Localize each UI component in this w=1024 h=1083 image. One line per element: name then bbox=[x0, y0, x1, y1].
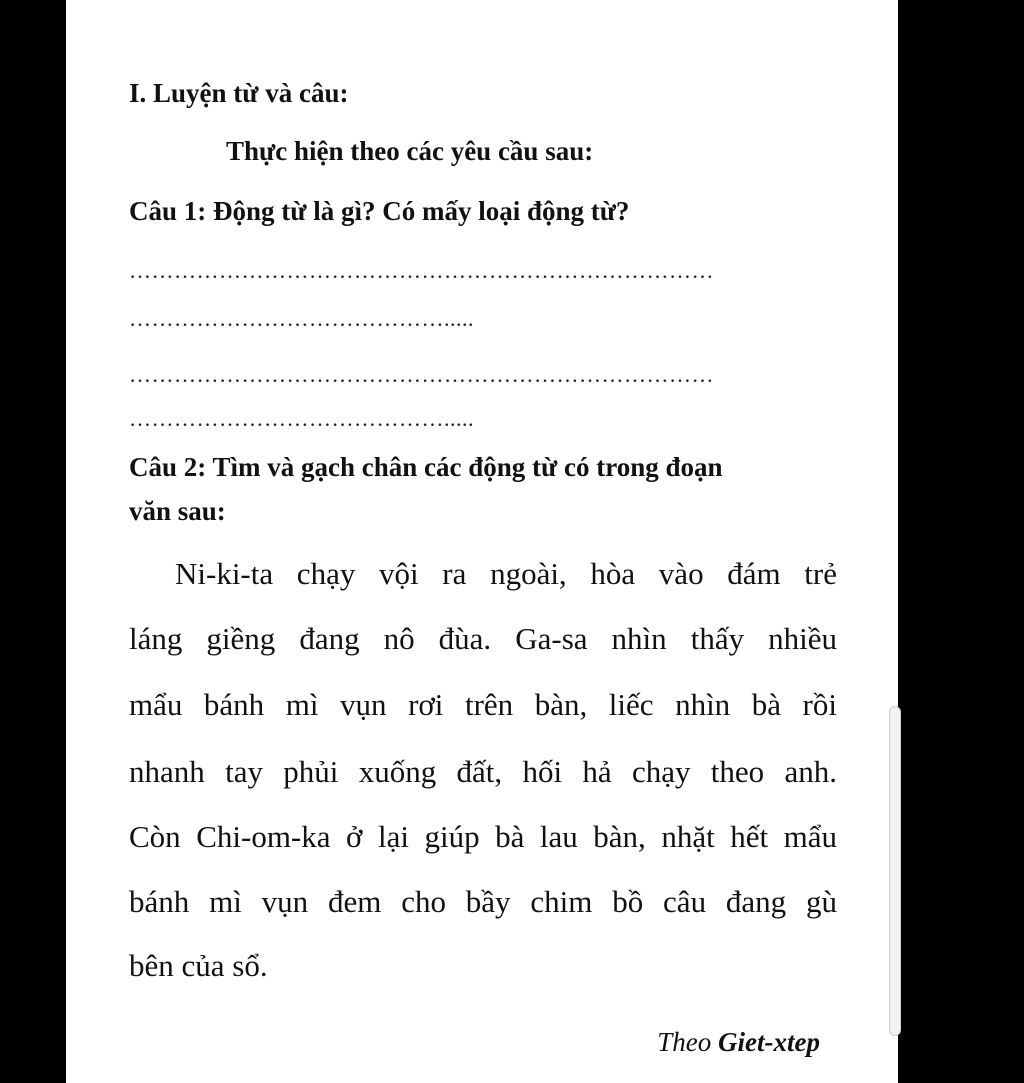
question-2-line-1: Câu 2: Tìm và gạch chân các động từ có trong đoạn bbox=[129, 452, 723, 482]
section-heading: I. Luyện từ và câu: bbox=[129, 78, 349, 108]
scrollbar-handle[interactable] bbox=[889, 706, 901, 1036]
passage-line-4 bbox=[129, 754, 837, 790]
answer-line-4: ……………………………………..... bbox=[129, 406, 474, 431]
document-page bbox=[66, 0, 898, 1083]
passage-line-3 bbox=[129, 687, 837, 723]
source-citation bbox=[657, 1027, 820, 1058]
passage-text: Ni-ki-ta chạy vội ra ngoài, hòa vào đám trẻ bbox=[175, 556, 837, 591]
passage-line-2 bbox=[129, 621, 837, 657]
question-2-line-2: văn sau: bbox=[129, 496, 226, 526]
passage-line-5 bbox=[129, 819, 837, 855]
passage-line-7 bbox=[129, 948, 837, 984]
source-prefix: Theo bbox=[657, 1027, 712, 1057]
answer-line-1: …………………………………………………………………… bbox=[129, 258, 714, 283]
instruction-text: Thực hiện theo các yêu cầu sau: bbox=[226, 136, 594, 166]
question-1: Câu 1: Động từ là gì? Có mấy loại động từ? bbox=[129, 196, 630, 226]
passage-text: Còn Chi-om-ka ở lại giúp bà lau bàn, nhặt hết mẩu bbox=[129, 819, 837, 854]
passage-text: mẩu bánh mì vụn rơi trên bàn, liếc nhìn bà rồi bbox=[129, 687, 837, 722]
answer-line-2: ……………………………………..... bbox=[129, 306, 474, 331]
passage-text: láng giềng đang nô đùa. Ga-sa nhìn thấy nhiều bbox=[129, 621, 837, 656]
passage-line-1 bbox=[129, 556, 837, 592]
passage-text: bánh mì vụn đem cho bầy chim bồ câu đang gù bbox=[129, 884, 837, 919]
answer-line-3: …………………………………………………………………… bbox=[129, 362, 714, 387]
passage-text: nhanh tay phủi xuống đất, hối hả chạy theo anh. bbox=[129, 754, 837, 789]
passage-text: bên của sổ. bbox=[129, 948, 268, 983]
source-author: Giet-xtep bbox=[718, 1027, 820, 1057]
passage-line-6 bbox=[129, 884, 837, 920]
